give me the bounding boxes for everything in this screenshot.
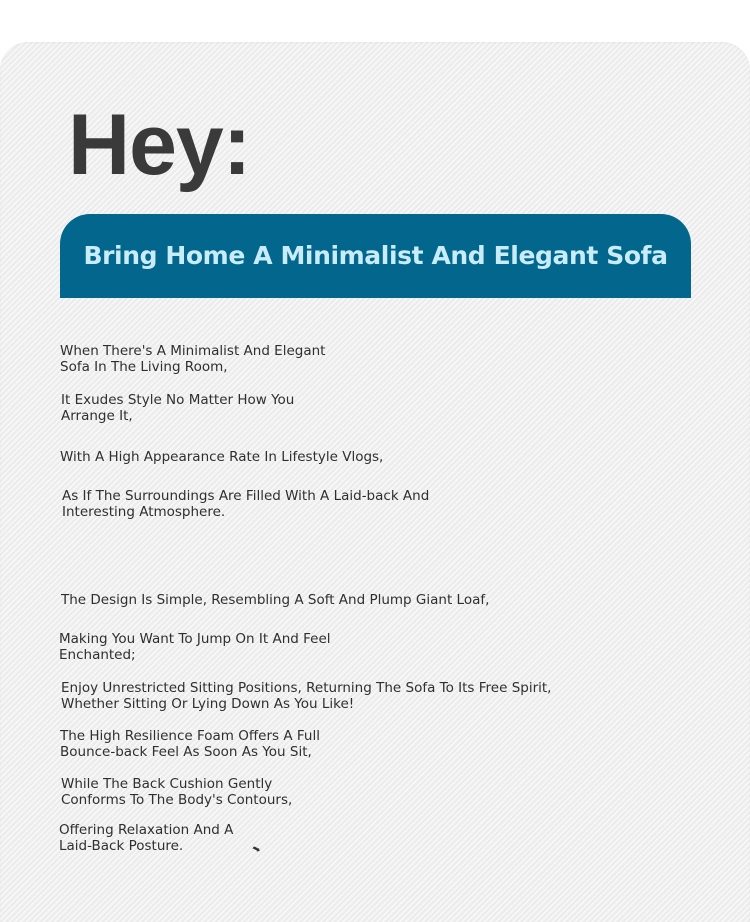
content-card (0, 42, 750, 922)
body-paragraph-9: While The Back Cushion Gently Conforms To The Body's Contours, (61, 776, 293, 808)
body-paragraph-8: The High Resilience Foam Offers A Full Bounce-back Feel As Soon As You Sit, (60, 728, 320, 760)
body-paragraph-3: With A High Appearance Rate In Lifestyle Vlogs, (60, 449, 384, 465)
body-paragraph-2: It Exudes Style No Matter How You Arrange It, (61, 392, 295, 424)
pen-cursor-icon: ➦ (249, 842, 263, 857)
body-paragraph-7: Enjoy Unrestricted Sitting Positions, Returning The Sofa To Its Free Spirit, Whether Sitting Or Lying Down As You Like! (61, 680, 552, 712)
body-paragraph-5: The Design Is Simple, Resembling A Soft And Plump Giant Loaf, (61, 592, 490, 608)
body-paragraph-4: As If The Surroundings Are Filled With A Laid-back And Interesting Atmosphere. (62, 488, 430, 520)
body-paragraph-1: When There's A Minimalist And Elegant Sofa In The Living Room, (60, 343, 326, 375)
headline-banner (60, 214, 691, 298)
banner-headline: Bring Home A Minimalist And Elegant Sofa (83, 241, 668, 270)
body-paragraph-10: Offering Relaxation And A Laid-Back Posture. (59, 822, 234, 854)
page-title: Hey: (68, 97, 251, 193)
body-paragraph-6: Making You Want To Jump On It And Feel Enchanted; (59, 631, 331, 663)
